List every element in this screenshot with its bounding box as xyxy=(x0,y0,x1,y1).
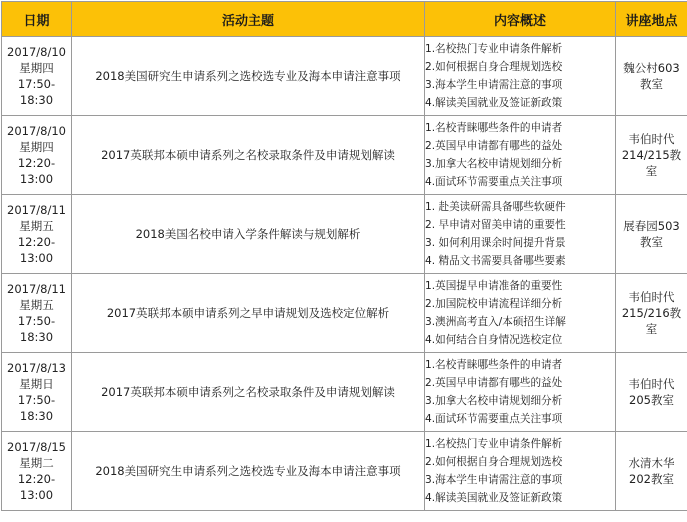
weekday-text: 星期日 xyxy=(2,376,71,392)
content-item: 4.面试环节需要重点关注事项 xyxy=(425,410,615,428)
content-item: 4.解读美国就业及签证新政策 xyxy=(425,489,615,507)
weekday-text: 星期二 xyxy=(2,455,71,471)
time-text: 17:50-18:30 xyxy=(2,313,71,345)
content-item: 2.如何根据自身合理规划选校 xyxy=(425,58,615,76)
date-cell xyxy=(2,195,72,274)
content-item: 2. 早申请对留美申请的重要性 xyxy=(425,216,615,234)
content-item: 1.名校热门专业申请条件解析 xyxy=(425,435,615,453)
content-item: 1.名校青睐哪些条件的申请者 xyxy=(425,119,615,137)
time-text: 17:50-18:30 xyxy=(2,76,71,108)
venue-line: 韦伯时代 xyxy=(616,131,687,147)
date-text: 2017/8/10 xyxy=(2,123,71,139)
venue-line: 韦伯时代 xyxy=(616,376,687,392)
time-text: 12:20-13:00 xyxy=(2,155,71,187)
content-list xyxy=(425,40,615,112)
topic-cell: 2017英联邦本硕申请系列之名校录取条件及申请规划解读 xyxy=(72,116,425,195)
venue-cell xyxy=(616,116,687,195)
header-content: 内容概述 xyxy=(425,2,616,37)
time-text: 17:50-18:30 xyxy=(2,392,71,424)
content-list xyxy=(425,198,615,270)
time-text: 12:20-13:00 xyxy=(2,471,71,503)
venue-line: 室 xyxy=(616,163,687,179)
date-text: 2017/8/11 xyxy=(2,202,71,218)
venue-line: 205教室 xyxy=(616,392,687,408)
venue-cell xyxy=(616,195,687,274)
time-text: 12:20-13:00 xyxy=(2,234,71,266)
content-item: 3.澳洲高考直入/本硕招生详解 xyxy=(425,313,615,331)
table-row xyxy=(2,195,687,274)
venue-cell xyxy=(616,274,687,353)
topic-cell: 2018美国名校申请入学条件解读与规划解析 xyxy=(72,195,425,274)
lecture-schedule-table xyxy=(1,1,687,511)
content-item: 1.名校青睐哪些条件的申请者 xyxy=(425,356,615,374)
topic-cell: 2017英联邦本硕申请系列之早申请规划及选校定位解析 xyxy=(72,274,425,353)
content-item: 4.解读美国就业及签证新政策 xyxy=(425,94,615,112)
venue-line: 214/215教 xyxy=(616,147,687,163)
weekday-text: 星期五 xyxy=(2,218,71,234)
content-item: 3. 如何利用课余时间提升背景 xyxy=(425,234,615,252)
venue-line: 教室 xyxy=(616,234,687,250)
content-item: 2.英国早申请都有哪些的益处 xyxy=(425,137,615,155)
content-item: 2.如何根据自身合理规划选校 xyxy=(425,453,615,471)
header-topic: 活动主题 xyxy=(72,2,425,37)
table-row xyxy=(2,432,687,511)
content-item: 4.如何结合自身情况选校定位 xyxy=(425,331,615,349)
venue-line: 202教室 xyxy=(616,471,687,487)
content-item: 4.面试环节需要重点关注事项 xyxy=(425,173,615,191)
content-cell xyxy=(425,37,616,116)
date-text: 2017/8/15 xyxy=(2,439,71,455)
content-item: 3.加拿大名校申请规划细分析 xyxy=(425,392,615,410)
content-cell xyxy=(425,116,616,195)
table-row xyxy=(2,274,687,353)
weekday-text: 星期五 xyxy=(2,297,71,313)
venue-line: 魏公村603 xyxy=(616,60,687,76)
venue-line: 教室 xyxy=(616,76,687,92)
content-item: 1.英国提早申请准备的重要性 xyxy=(425,277,615,295)
content-item: 3.加拿大名校申请规划细分析 xyxy=(425,155,615,173)
date-cell xyxy=(2,432,72,511)
topic-cell: 2017英联邦本硕申请系列之名校录取条件及申请规划解读 xyxy=(72,353,425,432)
content-list xyxy=(425,435,615,507)
venue-line: 水清木华 xyxy=(616,455,687,471)
content-cell xyxy=(425,274,616,353)
header-venue: 讲座地点 xyxy=(616,2,687,37)
content-list xyxy=(425,119,615,191)
content-item: 1.名校热门专业申请条件解析 xyxy=(425,40,615,58)
date-text: 2017/8/11 xyxy=(2,281,71,297)
venue-line: 展春园503 xyxy=(616,218,687,234)
table-row xyxy=(2,37,687,116)
content-item: 1. 赴美读研需具备哪些软硬件 xyxy=(425,198,615,216)
content-item: 2.加国院校申请流程详细分析 xyxy=(425,295,615,313)
weekday-text: 星期四 xyxy=(2,139,71,155)
header-date: 日期 xyxy=(2,2,72,37)
venue-line: 韦伯时代 xyxy=(616,289,687,305)
date-cell xyxy=(2,116,72,195)
table-row xyxy=(2,353,687,432)
content-item: 2.英国早申请都有哪些的益处 xyxy=(425,374,615,392)
content-item: 3.海本学生申请需注意的事项 xyxy=(425,76,615,94)
venue-cell xyxy=(616,37,687,116)
content-list xyxy=(425,356,615,428)
content-list xyxy=(425,277,615,349)
content-cell xyxy=(425,432,616,511)
topic-cell: 2018美国研究生申请系列之选校选专业及海本申请注意事项 xyxy=(72,432,425,511)
venue-cell xyxy=(616,353,687,432)
date-cell xyxy=(2,274,72,353)
venue-cell xyxy=(616,432,687,511)
content-item: 4. 精品文书需要具备哪些要素 xyxy=(425,252,615,270)
content-cell xyxy=(425,353,616,432)
date-text: 2017/8/13 xyxy=(2,360,71,376)
date-text: 2017/8/10 xyxy=(2,44,71,60)
content-cell xyxy=(425,195,616,274)
date-cell xyxy=(2,37,72,116)
content-item: 3.海本学生申请需注意的事项 xyxy=(425,471,615,489)
weekday-text: 星期四 xyxy=(2,60,71,76)
date-cell xyxy=(2,353,72,432)
table-row xyxy=(2,116,687,195)
header-row xyxy=(2,2,687,37)
topic-cell: 2018美国研究生申请系列之选校选专业及海本申请注意事项 xyxy=(72,37,425,116)
venue-line: 215/216教 xyxy=(616,305,687,321)
venue-line: 室 xyxy=(616,321,687,337)
